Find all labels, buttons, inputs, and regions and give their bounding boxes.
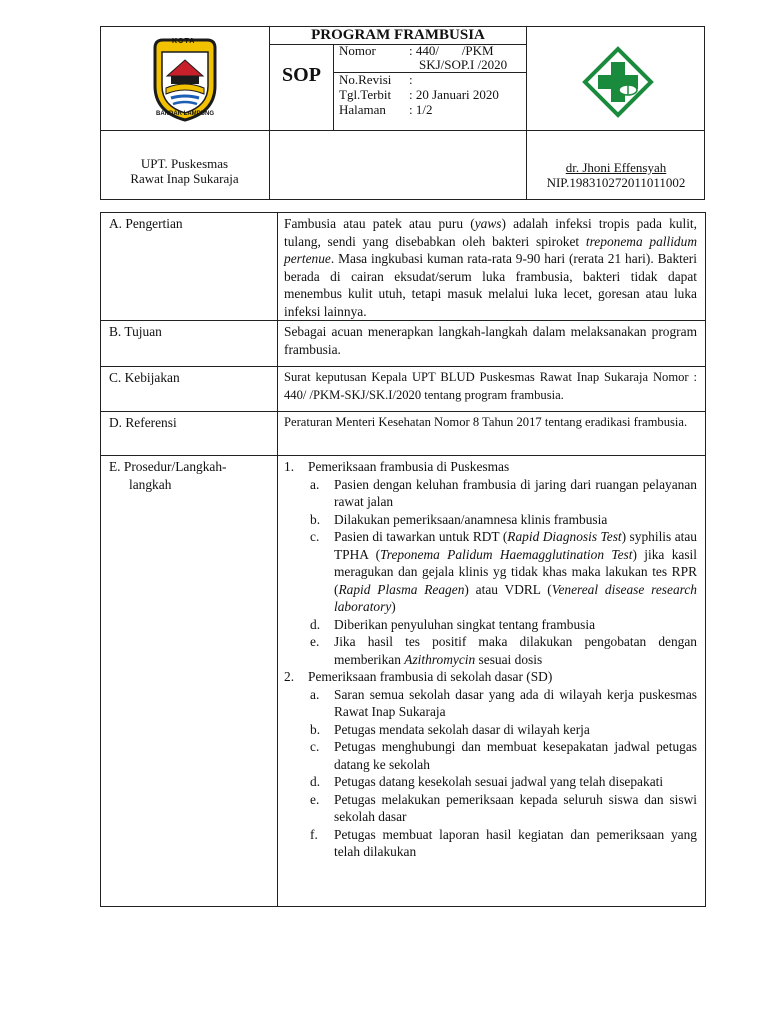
- document-title: PROGRAM FRAMBUSIA: [311, 27, 485, 43]
- meta-label-nomor: Nomor: [339, 43, 376, 58]
- substep-2a: a. Saran semua sekolah dasar yang ada di wilayah kerja puskesmas Rawat Inap Sukaraja: [310, 686, 697, 719]
- meta-value-nomor-line2: SKJ/SOP.I /2020: [419, 57, 508, 72]
- label-pengertian: A. Pengertian: [101, 213, 278, 321]
- meta-value-nomor: : 440/ /PKM: [409, 43, 494, 58]
- label-prosedur-line2: langkah: [129, 476, 172, 492]
- meta-value-revisi: :: [409, 72, 413, 87]
- step-number: 1.: [284, 459, 295, 474]
- logo-text-bottom: BANDAR LAMPUNG: [156, 111, 214, 117]
- org-line2: Rawat Inap Sukaraja: [130, 171, 239, 186]
- signatory-name: dr. Jhoni Effensyah: [565, 160, 667, 175]
- text-tujuan: Sebagai acuan menerapkan langkah-langkah dalam melaksanakan program frambusia.: [278, 321, 706, 367]
- logo-text-top: KOTA: [172, 38, 196, 45]
- substep-2c: c. Petugas menghubungi dan membuat kesepakatan jadwal petugas datang ke sekolah: [310, 739, 697, 772]
- procedure-step-2: [284, 668, 697, 861]
- label-kebijakan: C. Kebijakan: [101, 367, 278, 412]
- substep-1c: c. Pasien di tawarkan untuk RDT (Rapid Diagnosis Test) syphilis atau TPHA (Treponema Palidum Haemagglutination Test) jika kasil meragukan dan gejala klinis yg tidak khas maka lakukan tes RPR (Rapid Plasma Reagen) atau VDRL (Venereal disease research laboratory): [310, 529, 697, 614]
- sop-header: [100, 26, 705, 200]
- row-pengertian: [101, 213, 706, 321]
- substep-2e: e. Petugas melakukan pemeriksaan kepada seluruh siswa dan siswi sekolah dasar: [310, 791, 697, 824]
- label-tujuan: B. Tujuan: [101, 321, 278, 367]
- signatory-nip: NIP.198310272011011002: [546, 175, 686, 190]
- label-prosedur: [101, 456, 278, 907]
- meta-label-halaman: Halaman: [339, 102, 386, 117]
- substep-1e: e. Jika hasil tes positif maka dilakukan pengobatan dengan memberikan Azithromycin sesuai dosis: [310, 634, 697, 667]
- substep-2d: d. Petugas datang kesekolah sesuai jadwal yang telah disepakati: [310, 774, 664, 789]
- meta-value-tgl-terbit: : 20 Januari 2020: [409, 87, 499, 102]
- row-prosedur: [101, 456, 706, 907]
- org-line1: UPT. Puskesmas: [140, 156, 229, 171]
- row-tujuan: [101, 321, 706, 367]
- substep-list: [308, 686, 697, 861]
- substep-2b: b. Petugas mendata sekolah dasar di wilayah kerja: [310, 721, 590, 737]
- step-title: Pemeriksaan frambusia di Puskesmas: [308, 459, 510, 474]
- substep-list: [308, 476, 697, 669]
- sop-label: SOP: [282, 64, 321, 86]
- substep-2f: f. Petugas membuat laporan hasil kegiatan dan pemeriksaan yang telah dilakukan: [310, 826, 697, 859]
- substep-1b: b. Dilakukan pemeriksaan/anamnesa klinis frambusia: [310, 511, 608, 527]
- step-number: 2.: [284, 669, 295, 684]
- sop-content-table: [100, 212, 706, 907]
- procedure-list: [284, 458, 697, 861]
- text-referensi: Peraturan Menteri Kesehatan Nomor 8 Tahun 2017 tentang eradikasi frambusia.: [278, 412, 706, 456]
- text-prosedur: [278, 456, 706, 907]
- meta-value-halaman: : 1/2: [409, 102, 433, 117]
- row-kebijakan: [101, 367, 706, 412]
- substep-1d: d. Diberikan penyuluhan singkat tentang frambusia: [310, 616, 596, 632]
- row-referensi: [101, 412, 706, 456]
- meta-label-tgl-terbit: Tgl.Terbit: [339, 87, 392, 102]
- meta-label-revisi: No.Revisi: [339, 72, 392, 87]
- substep-1a: a. Pasien dengan keluhan frambusia di jaring dari ruangan pelayanan rawat jalan: [310, 476, 697, 509]
- label-referensi: D. Referensi: [101, 412, 278, 456]
- puskesmas-logo: [582, 46, 654, 118]
- procedure-step-1: [284, 458, 697, 668]
- label-prosedur-line1: E. Prosedur/Langkah-: [109, 459, 227, 474]
- step-title: Pemeriksaan frambusia di sekolah dasar (SD): [308, 669, 553, 684]
- text-pengertian: Fambusia atau patek atau puru (yaws) adalah infeksi tropis pada kulit, tulang, sendi yang disebabkan oleh bakteri spiroket treponema pallidum pertenue. Masa ingkubasi kuman rata-rata 9-90 hari (rerata 21 hari). Bakteri berada di cairan eksudat/serum luka frambusia, bakteri tidak dapat menembus kulit utuh, tetapi masuk melalui luka lecet, goresan atau luka infeksi lainnya.: [278, 213, 706, 321]
- text-kebijakan: Surat keputusan Kepala UPT BLUD Puskesmas Rawat Inap Sukaraja Nomor : 440/ /PKM-SKJ/SK.I/2020 tentang program frambusia.: [278, 367, 706, 412]
